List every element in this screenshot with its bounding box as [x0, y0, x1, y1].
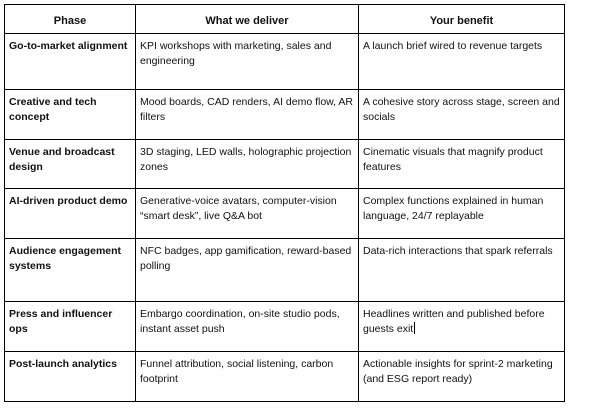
phase-cell[interactable]: AI-driven product demo — [5, 189, 136, 239]
deliver-cell[interactable]: NFC badges, app gamification, reward-based polling — [136, 239, 359, 302]
table-row — [5, 189, 565, 239]
benefit-cell[interactable]: Cinematic visuals that magnify product features — [359, 140, 565, 189]
phase-cell[interactable]: Creative and tech concept — [5, 90, 136, 140]
text-cursor — [414, 322, 415, 334]
header-row — [5, 5, 565, 34]
benefit-cell[interactable]: Complex functions explained in human language, 24/7 replayable — [359, 189, 565, 239]
phase-cell[interactable]: Audience engagement systems — [5, 239, 136, 302]
deliver-cell[interactable]: Funnel attribution, social listening, carbon footprint — [136, 352, 359, 402]
header-phase[interactable]: Phase — [5, 5, 136, 34]
deliver-cell[interactable]: KPI workshops with marketing, sales and engineering — [136, 34, 359, 90]
header-what-we-deliver[interactable]: What we deliver — [136, 5, 359, 34]
deliver-cell[interactable]: 3D staging, LED walls, holographic projection zones — [136, 140, 359, 189]
table-row — [5, 90, 565, 140]
benefit-cell[interactable]: A cohesive story across stage, screen and socials — [359, 90, 565, 140]
benefit-cell[interactable] — [359, 302, 565, 352]
table-row — [5, 352, 565, 402]
phase-cell[interactable]: Press and influencer ops — [5, 302, 136, 352]
header-your-benefit[interactable]: Your benefit — [359, 5, 565, 34]
table-row — [5, 302, 565, 352]
benefit-text: Headlines written and published before guests exit — [363, 308, 545, 335]
table-row — [5, 140, 565, 189]
phase-cell[interactable]: Go-to-market alignment — [5, 34, 136, 90]
services-table — [4, 4, 565, 402]
deliver-cell[interactable]: Embargo coordination, on-site studio pods, instant asset push — [136, 302, 359, 352]
phase-cell[interactable]: Venue and broadcast design — [5, 140, 136, 189]
benefit-cell[interactable]: Data-rich interactions that spark referrals — [359, 239, 565, 302]
benefit-cell[interactable]: Actionable insights for sprint-2 marketing (and ESG report ready) — [359, 352, 565, 402]
deliver-cell[interactable]: Generative-voice avatars, computer-vision “smart desk”, live Q&A bot — [136, 189, 359, 239]
deliver-cell[interactable]: Mood boards, CAD renders, AI demo flow, AR filters — [136, 90, 359, 140]
table-row — [5, 34, 565, 90]
benefit-cell[interactable]: A launch brief wired to revenue targets — [359, 34, 565, 90]
table-row — [5, 239, 565, 302]
phase-cell[interactable]: Post-launch analytics — [5, 352, 136, 402]
